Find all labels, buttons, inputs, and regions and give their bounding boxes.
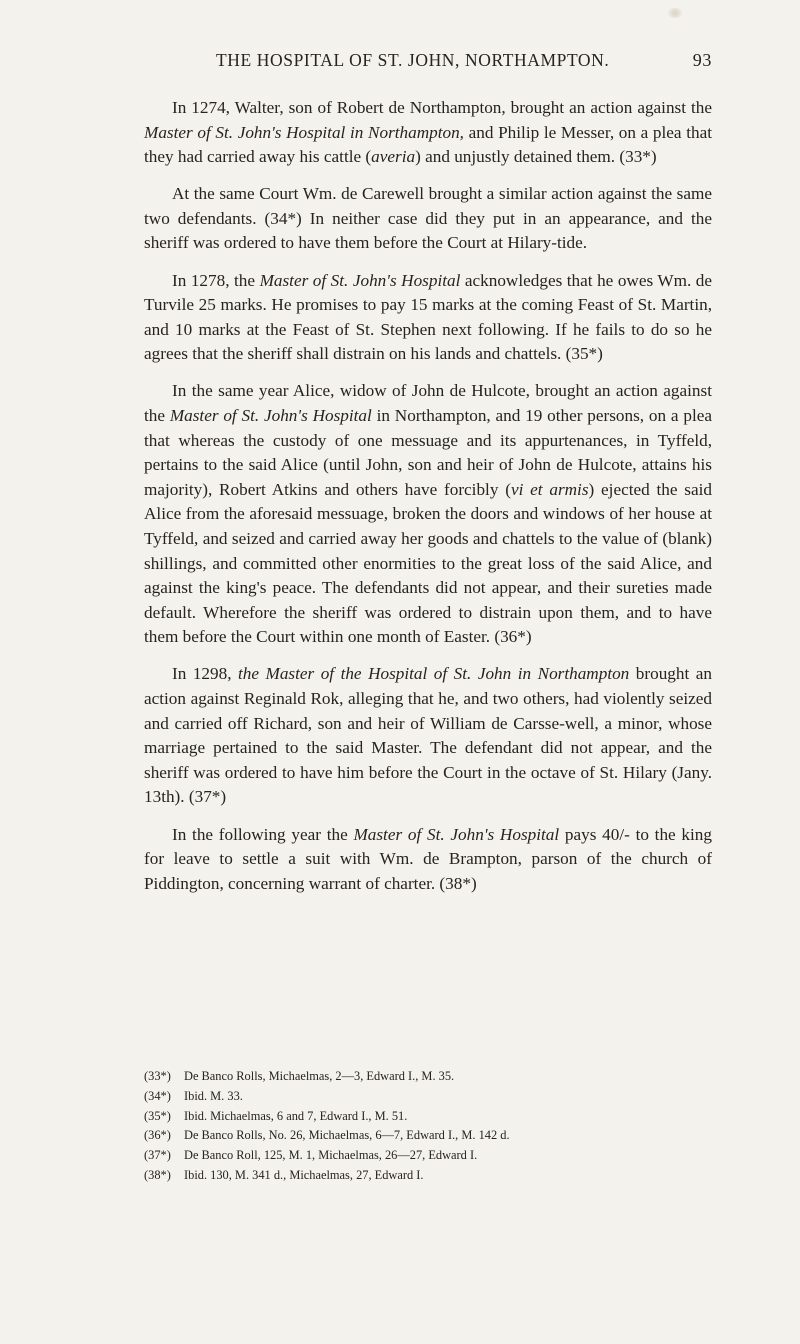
footnote-text: De Banco Rolls, No. 26, Michaelmas, 6—7, Edward I., M. 142 d. xyxy=(184,1128,510,1143)
footnote-text: Ibid. Michaelmas, 6 and 7, Edward I., M. 51. xyxy=(184,1108,408,1123)
footnote-text: Ibid. M. 33. xyxy=(184,1088,243,1103)
footnote-text: Ibid. 130, M. 341 d., Michaelmas, 27, Edward I. xyxy=(184,1167,424,1182)
text-run: ) ejected the said Alice from the aforesaid messuage, broken the doors and windows of her house at Tyffeld, and seized and carried away her goods and chattels to the value of (blank) shillings, and committed other enormities to the great loss of the said Alice, and against the king's peace. The defendants did not appear, and their sureties made default. Wherefore the sheriff was ordered to distrain upon them, and to have them before the Court within one month of Easter. (36*) xyxy=(144,479,712,647)
footnotes xyxy=(144,1067,704,1186)
paper-smudge xyxy=(668,8,682,18)
italic-run: Master of St. John's Hospital xyxy=(259,270,461,290)
footnote-mark: (37*) xyxy=(144,1148,171,1163)
italic-run: averia xyxy=(371,147,416,167)
paragraph xyxy=(144,96,712,170)
italic-run: Master of St. John's Hospital in Northampton, xyxy=(144,122,464,142)
italic-run: Master of St. John's Hospital xyxy=(353,824,560,844)
italic-run: vi et armis xyxy=(510,479,589,499)
italic-run: Master of St. John's Hospital xyxy=(169,406,372,426)
footnote xyxy=(144,1146,704,1166)
text-run: acknowledges that he owes Wm. de Turvile 25 marks. He promises to pay 15 marks at the coming Feast of St. Martin, and 10 marks at the Feast of St. Stephen next following. If he fails to do so he agrees that the sheriff shall distrain on his lands and chattels. (35*) xyxy=(144,270,712,364)
text-run: ) and unjustly detained them. (33*) xyxy=(415,147,657,167)
text-run: brought an action against Reginald Rok, alleging that he, and two others, had violently seized and carried off Richard, son and heir of William de Carsse-well, a minor, whose marriage pertained to the said Master. The defendant did not appear, and the sheriff was ordered to have him before the Court in the octave of St. Hilary (Jany. 13th). (37*) xyxy=(144,664,712,807)
text-run: In the same year Alice, widow of John de Hulcote, brought an action against the xyxy=(144,381,712,426)
footnote-text: De Banco Rolls, Michaelmas, 2—3, Edward I., M. 35. xyxy=(184,1069,455,1083)
footnote-mark: (36*) xyxy=(144,1128,171,1143)
footnote-text: De Banco Roll, 125, M. 1, Michaelmas, 26—27, Edward I. xyxy=(184,1148,478,1163)
text-run: and Philip le Messer, on a plea that they had carried away his cattle ( xyxy=(144,122,712,167)
footnote-mark: (38*) xyxy=(144,1167,171,1182)
text-run: At the same Court Wm. de Carewell brought a similar action against the same two defendants. (34*) In neither case did they put in an appearance, and the sheriff was ordered to have them before the Court at Hilary-tide. xyxy=(144,184,712,253)
paragraph xyxy=(144,379,712,650)
footnote xyxy=(144,1087,704,1107)
text-run: In 1274, Walter, son of Robert de Northampton, brought an action against the xyxy=(172,98,712,117)
footnote xyxy=(144,1126,704,1146)
text-run: In 1298, xyxy=(172,664,238,684)
paragraph xyxy=(144,269,712,367)
footnote xyxy=(144,1166,704,1186)
text-run: in Northampton, and 19 other persons, on a plea that whereas the custody of one messuage and its appurtenances, in Tyffeld, pertains to the said Alice (until John, son and heir of John de Hulcote, attains his majority), Robert Atkins and others have forcibly ( xyxy=(144,406,712,499)
footnote-mark: (34*) xyxy=(144,1088,171,1103)
text-run: pays 40/- to the king for leave to settle a suit with Wm. de Brampton, parson of the church of Piddington, concerning warrant of charter. (38*) xyxy=(144,824,712,893)
text-run: In the following year the xyxy=(172,824,354,844)
main-text xyxy=(144,96,712,909)
page-number: 93 xyxy=(692,50,712,70)
paragraph xyxy=(144,182,712,256)
paragraph xyxy=(144,662,712,810)
footnote-mark: (33*) xyxy=(144,1069,171,1083)
italic-run: the Master of the Hospital of St. John in Northampton xyxy=(238,664,630,684)
footnote xyxy=(144,1107,704,1127)
text-run: In 1278, the xyxy=(172,270,260,290)
running-header xyxy=(144,30,712,70)
footnote-mark: (35*) xyxy=(144,1108,171,1123)
paragraph xyxy=(144,823,712,897)
running-title: THE HOSPITAL OF ST. JOHN, NORTHAMPTON. xyxy=(216,50,610,70)
footnote xyxy=(144,1067,704,1087)
